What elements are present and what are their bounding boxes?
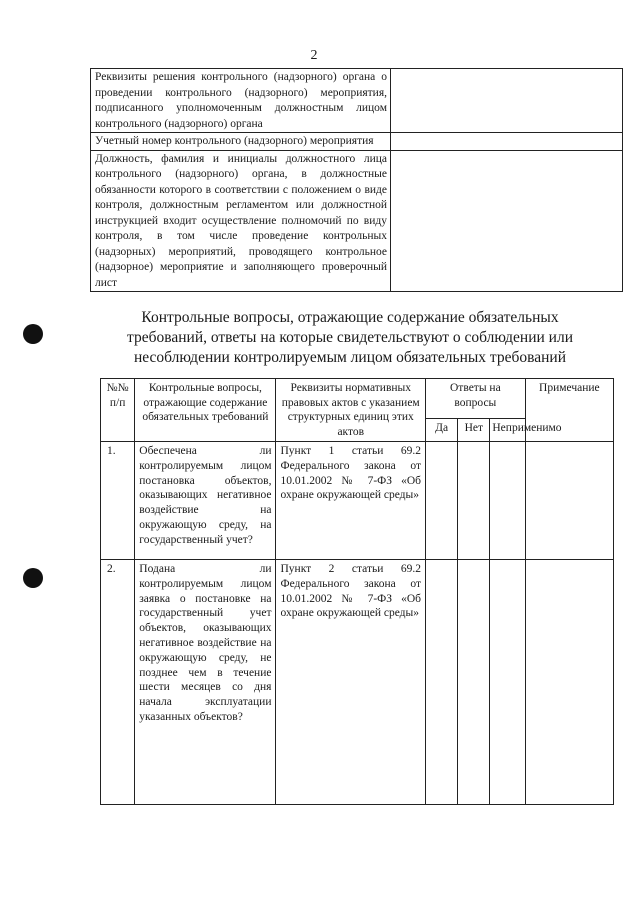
answer-yes-cell[interactable] [426,560,458,805]
row-question: Подана ли контролируемым лицом заявка о постановке на государственный учет объектов, оказывающих негативное воздействие на окружающую среду, не позднее чем в течение шести месяцев со дня начала эксплуатации указанных объектов? [135,560,276,805]
table-row [101,560,614,805]
header-requisites: Реквизиты нормативных правовых актов с указанием структурных единиц этих актов [276,379,426,442]
answer-na-cell[interactable] [490,560,525,805]
note-cell[interactable] [525,560,613,805]
info-row-decision [91,69,623,133]
answer-no-cell[interactable] [458,442,490,560]
row-number: 1. [101,442,135,560]
header-na: Неприменимо [490,419,525,442]
page-number: 2 [310,48,318,63]
note-cell[interactable] [525,442,613,560]
info-row-official [91,150,623,292]
header-note: Примечание [525,379,613,442]
info-value-cell [391,133,623,151]
info-row-account-number [91,133,623,151]
info-label: Реквизиты решения контрольного (надзорного) органа о проведении контрольного (надзорного) мероприятия, подписанного уполномоченным должностным лицом контрольного (надзорного) органа [91,69,391,133]
punch-hole-mark [23,324,43,344]
header-num: №№ п/п [101,379,135,442]
header-yes: Да [426,419,458,442]
section-title: Контрольные вопросы, отражающие содержание обязательных требований, ответы на которые свидетельствуют о соблюдении или несоблюдении контролируемым лицом обязательных требований [127,309,573,366]
checklist-header-row [101,379,614,419]
answer-yes-cell[interactable] [426,442,458,560]
row-requisites: Пункт 1 статьи 69.2 Федерального закона от 10.01.2002 № 7-ФЗ «Об охране окружающей среды» [276,442,426,560]
answer-na-cell[interactable] [490,442,525,560]
answer-no-cell[interactable] [458,560,490,805]
info-label: Должность, фамилия и инициалы должностного лица контрольного (надзорного) органа, в должностные обязанности которого в соответствии с положением о виде контроля, должностным регламентом или должностной инструкцией входит осуществление полномочий по виду контроля, в том числе проведение контрольных (надзорных) мероприятий, проводящего контрольное (надзорное) мероприятие и заполняющего проверочный лист [91,150,391,292]
info-label: Учетный номер контрольного (надзорного) мероприятия [91,133,391,151]
header-no: Нет [458,419,490,442]
row-question: Обеспечена ли контролируемым лицом постановка объектов, оказывающих негативное воздействие на окружающую среду, на государственный учет? [135,442,276,560]
row-requisites: Пункт 2 статьи 69.2 Федерального закона от 10.01.2002 № 7-ФЗ «Об охране окружающей среды» [276,560,426,805]
table-row [101,442,614,560]
info-value-cell [391,69,623,133]
punch-hole-mark [23,568,43,588]
header-question: Контрольные вопросы, отражающие содержание обязательных требований [135,379,276,442]
inspection-info-table [90,68,623,292]
row-number: 2. [101,560,135,805]
checklist-table [100,378,614,805]
info-value-cell [391,150,623,292]
header-answers: Ответы на вопросы [426,379,526,419]
